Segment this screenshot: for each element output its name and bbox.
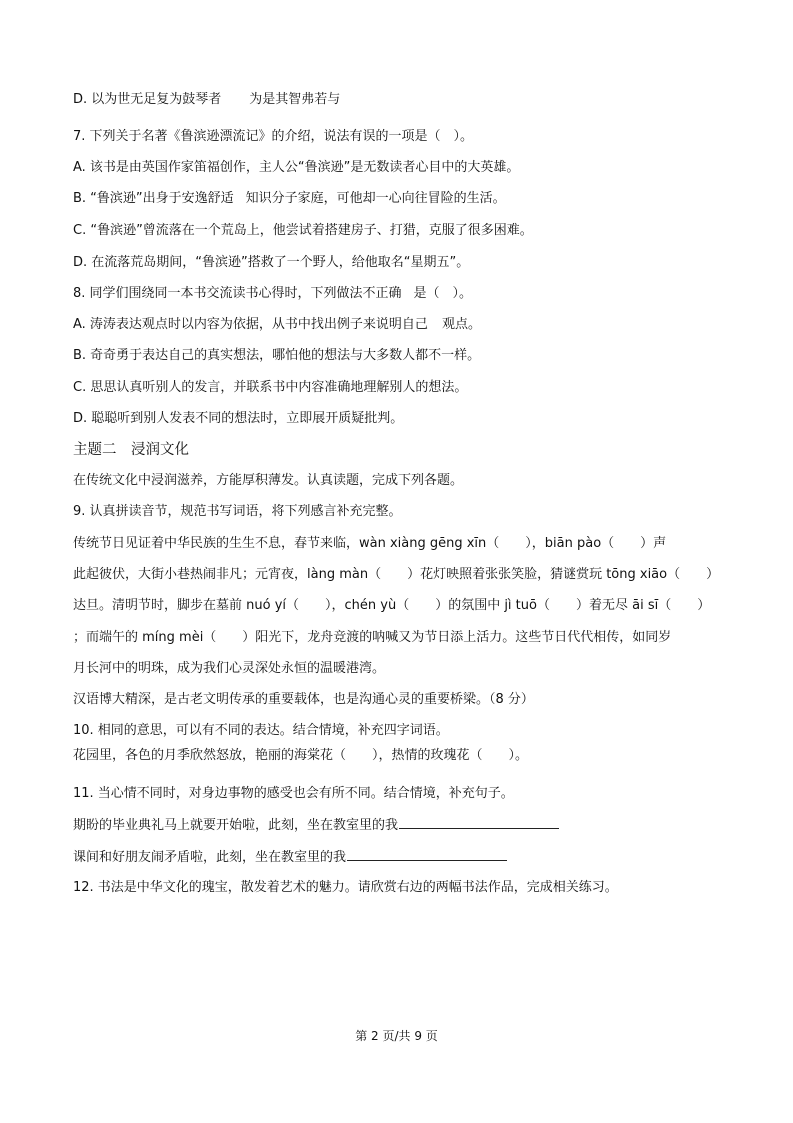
q11-line-a-text: 期盼的毕业典礼马上就要开始啦，此刻，坐在教室里的我 xyxy=(73,818,399,833)
q11-stem: 11. 当心情不同时，对身边事物的感受也会有所不同。结合情境，补充句子。 xyxy=(73,786,514,801)
q8-stem-text-a: 8. 同学们围绕同一本书交流读书心得时，下列做法不正确 xyxy=(73,286,402,301)
q7-option-c: C. “鲁滨逊”曾流落在一个荒岛上，他尝试着搭建房子、打猎，克服了很多困难。 xyxy=(73,223,533,238)
q7-option-a: A. 该书是由英国作家笛福创作，主人公“鲁滨逊”是无数读者心目中的大英雄。 xyxy=(73,160,520,175)
q12-stem: 12. 书法是中华文化的瑰宝，散发着艺术的魅力。请欣赏右边的两幅书法作品，完成相关练习。 xyxy=(73,880,618,895)
q7-option-b-text-a: B. “鲁滨逊”出身于安逸舒适 xyxy=(73,191,234,206)
q6-option-d-text-a: D. 以为世无足复为鼓琴者 xyxy=(73,92,222,107)
q8-option-d: D. 聪聪听到别人发表不同的想法时，立即展开质疑批判。 xyxy=(73,411,404,426)
q9-passage-line-1: 传统节日见证着中华民族的生生不息，春节来临，wàn xiàng gēng xīn（ ），biān pào（ ）声 xyxy=(73,536,667,551)
q11-line-a xyxy=(73,816,753,835)
q7-stem: 7. 下列关于名著《鲁滨逊漂流记》的介绍，说法有误的一项是（ ）。 xyxy=(73,129,474,144)
q6-option-d xyxy=(73,91,753,109)
q11-answer-blank-b[interactable] xyxy=(347,848,507,861)
q8-option-a-text-b: 观点。 xyxy=(441,317,481,332)
q10-text: 花园里，各色的月季欣然怒放，艳丽的海棠花（ ），热情的玫瑰花（ ）。 xyxy=(73,748,529,763)
q10-stem: 10. 相同的意思，可以有不同的表达。结合情境，补充四字词语。 xyxy=(73,723,449,738)
q8-option-a-text-a: A. 涛涛表达观点时以内容为依据，从书中找出例子来说明自己 xyxy=(73,317,428,332)
q8-option-c: C. 思思认真听别人的发言，并联系书中内容准确地理解别人的想法。 xyxy=(73,380,468,395)
section-title-theme-two: 主题二 浸润文化 xyxy=(73,442,189,458)
q8-option-b: B. 奇奇勇于表达自己的真实想法，哪怕他的想法与大多数人都不一样。 xyxy=(73,348,481,363)
q7-option-d: D. 在流落荒岛期间，“鲁滨逊”搭救了一个野人，给他取名“星期五”。 xyxy=(73,255,470,270)
q11-answer-blank-a[interactable] xyxy=(399,816,559,829)
q8-option-a xyxy=(73,316,753,334)
section-intro: 在传统文化中浸润滋养，方能厚积薄发。认真读题，完成下列各题。 xyxy=(73,473,464,488)
q9-passage-line-5: 月长河中的明珠，成为我们心灵深处永恒的温暖港湾。 xyxy=(73,661,386,676)
q8-stem-text-b: 是（ ）。 xyxy=(413,286,473,301)
q9-passage-line-3: 达旦。清明节时，脚步在墓前 nuó yí（ ），chén yù（ ）的氛围中 jì tuō（ ）着无尽 āi sī（ ） xyxy=(73,598,711,613)
q9-passage-line-4: ；而端午的 míng mèi（ ）阳光下，龙舟竞渡的呐喊又为节日添上活力。这些节日代代相传，如同岁 xyxy=(73,630,672,645)
q11-line-b-text: 课间和好朋友闹矛盾啦，此刻，坐在教室里的我 xyxy=(73,850,347,865)
q9-passage-line-6: 汉语博大精深，是古老文明传承的重要载体，也是沟通心灵的重要桥梁。（8 分） xyxy=(73,692,534,707)
q7-option-b-text-b: 知识分子家庭，可他却一心向往冒险的生活。 xyxy=(245,191,506,206)
page-footer: 第 2 页/共 9 页 xyxy=(355,1029,438,1043)
q6-option-d-text-b: 为是其智弗若与 xyxy=(249,92,341,107)
q9-stem: 9. 认真拼读音节，规范书写词语，将下列感言补充完整。 xyxy=(73,504,402,519)
q8-stem xyxy=(73,285,753,303)
q11-line-b xyxy=(73,848,753,867)
q7-option-b xyxy=(73,190,753,208)
q9-passage-line-2: 此起彼伏，大街小巷热闹非凡；元宵夜，làng màn（ ）花灯映照着张张笑脸，猜谜赏玩 tōng xiāo（ ） xyxy=(73,567,720,582)
